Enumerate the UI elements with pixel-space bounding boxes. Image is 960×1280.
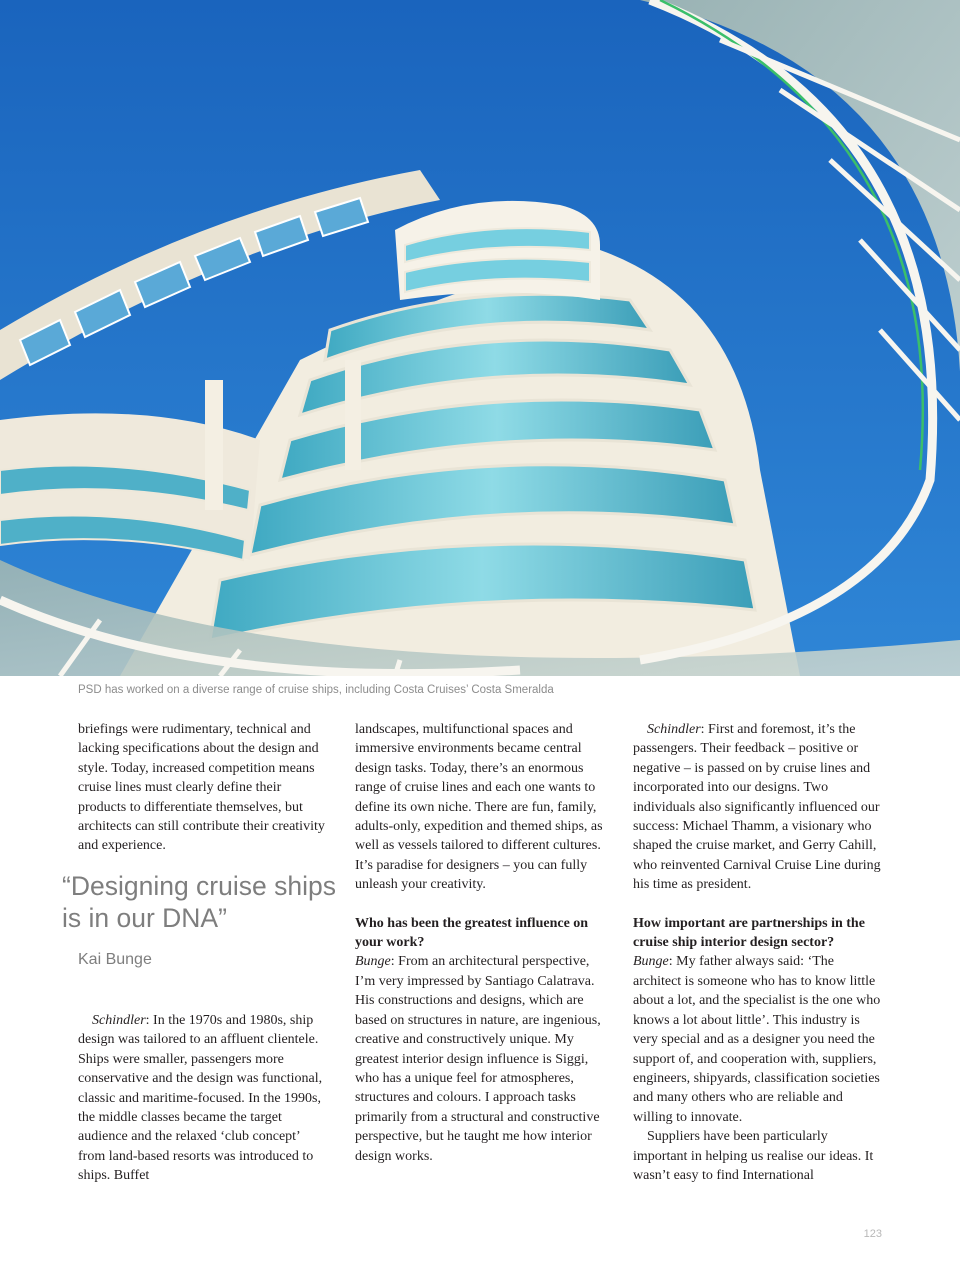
column-1 xyxy=(78,720,330,856)
paragraph: briefings were rudimentary, technical and lacking specifications about the design and style. Today, increased competition means cruise lines must clearly define their products to differentiate themselves, but architects can still contribute their creativity and experience. xyxy=(78,722,325,854)
paragraph xyxy=(355,952,607,1165)
paragraph-text: : From an architectural perspective, I’m very impressed by Santiago Calatrava. His constructions and designs, which are based on structures in nature, are ingenious, creative and constructively unique. My greatest interior design influence is Siggi, who has a unique feel for atmospheres, structures and colours. I approach tasks primarily from a structural and constructive perspective, but he taught me how interior design works. xyxy=(355,954,601,1164)
paragraph xyxy=(633,952,885,1127)
speaker: Bunge xyxy=(633,954,669,970)
speaker: Schindler xyxy=(647,722,701,737)
paragraph xyxy=(78,1011,330,1186)
speaker: Schindler xyxy=(92,1013,146,1028)
paragraph xyxy=(633,720,885,895)
interview-question: How important are partnerships in the cruise ship interior design sector? xyxy=(633,915,865,951)
photo-caption: PSD has worked on a diverse range of cruise ships, including Costa Cruises’ Costa Smeralda xyxy=(78,684,554,696)
column-1-continued xyxy=(78,1011,330,1186)
page-number: 123 xyxy=(863,1228,882,1240)
speaker: Bunge xyxy=(355,954,391,970)
paragraph-text: : In the 1970s and 1980s, ship design was tailored to an affluent clientele. Ships were smaller, passengers more conservative and the design was functional, classic and maritime-focused. In the 1990s, the middle classes became the target audience and the relaxed ‘club concept’ from land-based resorts was introduced to ships. Buffet xyxy=(78,1013,323,1184)
paragraph-text: : First and foremost, it’s the passengers. Their feedback – positive or negative – is passed on by cruise lines and incorporated into our designs. Two individuals also significantly influenced our success: Michael Thamm, a visionary who shaped the cruise market, and Gerry Cahill, who reinvented Carnival Cruise Line during his time as president. xyxy=(633,722,881,893)
pull-quote: “Designing cruise ships is in our DNA” xyxy=(62,871,336,933)
paragraph: Suppliers have been particularly important in helping us realise our ideas. It wasn’t easy to find International xyxy=(633,1129,874,1183)
interview-question: Who has been the greatest influence on your work? xyxy=(355,915,589,951)
pull-quote-author: Kai Bunge xyxy=(78,951,152,968)
column-3 xyxy=(633,720,885,1185)
paragraph-text: : My father always said: ‘The architect is someone who has to know little about a lot, and the specialist is the one who knows a lot about little’. This industry is very special and as a designer you need the support of, and cooperation with, suppliers, engineers, shipyards, classification societies and many others who are reliable and willing to innovate. xyxy=(633,954,881,1125)
paragraph: landscapes, multifunctional spaces and immersive environments became central design tasks. Today, there’s an enormous range of cruise lines and each one wants to define its own niche. There are fun, family, adults-only, expedition and themed ships, as well as vessels tailored to different cultures. It’s paradise for designers – you can fully unleash your creativity. xyxy=(355,722,603,893)
column-2 xyxy=(355,720,607,1166)
